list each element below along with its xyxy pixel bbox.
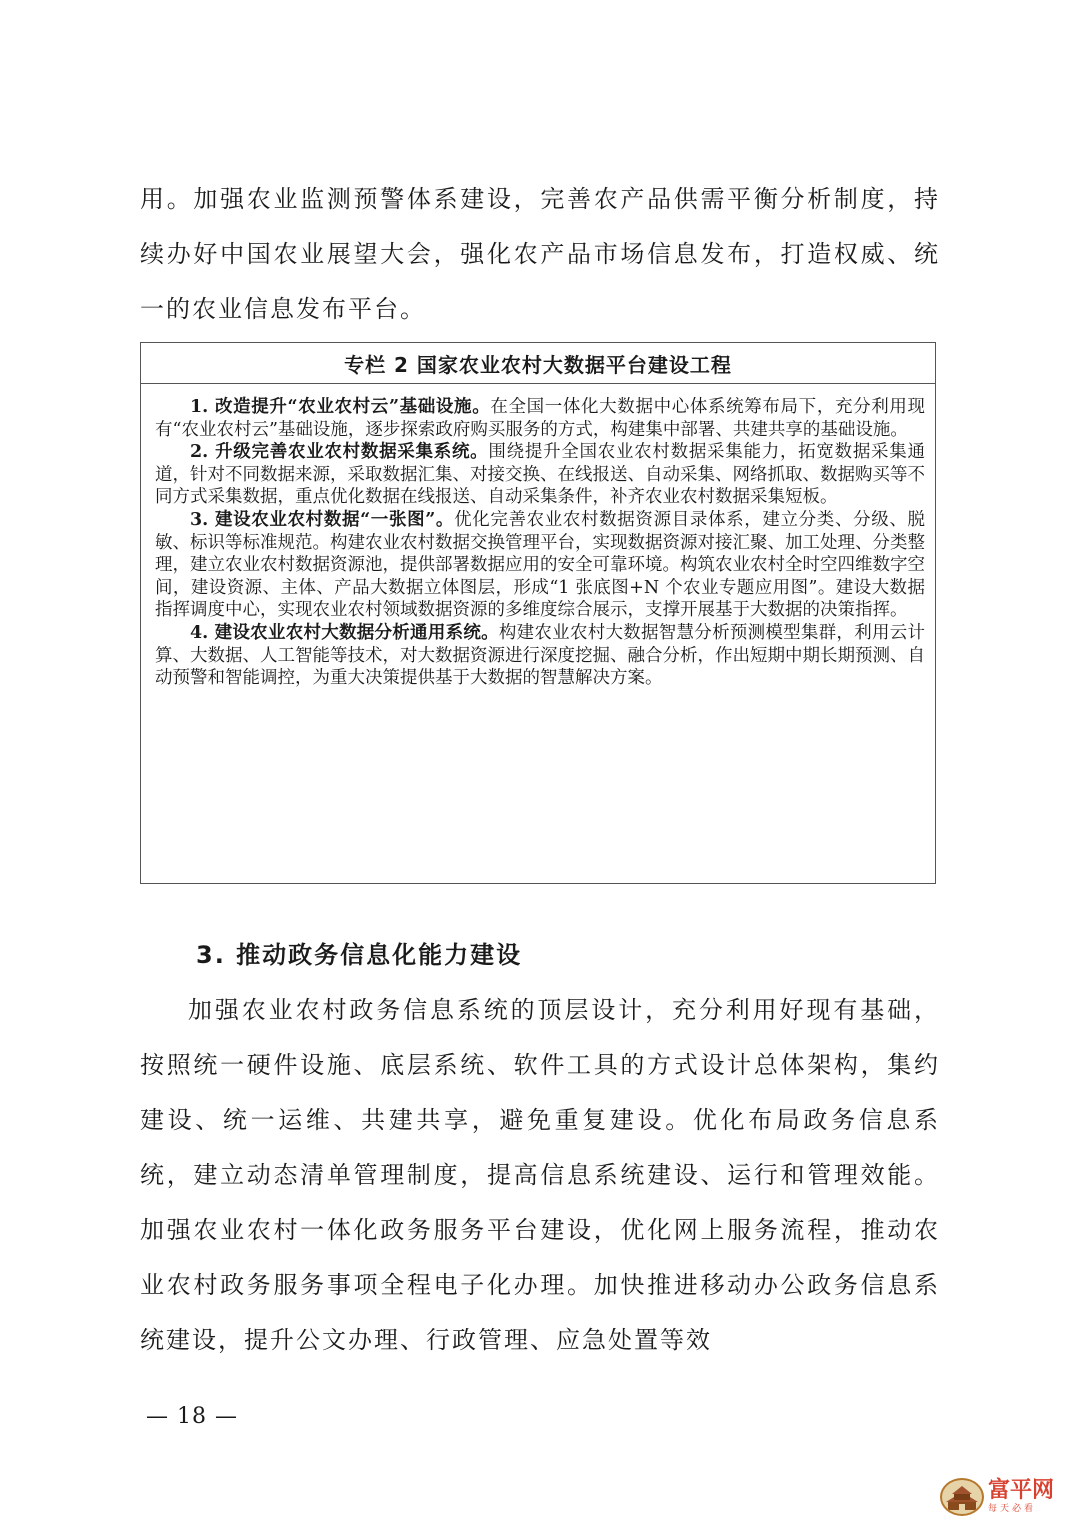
column-item-3	[155, 509, 925, 622]
column-box-body	[141, 384, 935, 690]
column-item-text: 在全国一体化大数据中心体系统筹布局下，充分利用现有“农业农村云”基础设施，逐步探索政府购买服务的方式，构建集中部署、共建共享的基础设施。	[155, 397, 926, 440]
watermark-slogan: 每天必看	[988, 1504, 1037, 1514]
column-box-title: 专栏 2 国家农业农村大数据平台建设工程	[141, 343, 935, 384]
watermark-text	[988, 1479, 1054, 1515]
column-item-title: 4. 建设农业农村大数据分析通用系统。	[190, 622, 499, 643]
column-item-4	[155, 622, 925, 690]
column-box	[140, 342, 936, 884]
watermark-logo	[940, 1478, 1054, 1516]
pagoda-emblem-icon	[940, 1478, 984, 1516]
column-item-title: 2. 升级完善农业农村数据采集系统。	[190, 442, 489, 463]
section-paragraph: 加强农业农村政务信息系统的顶层设计，充分利用好现有基础，按照统一硬件设施、底层系统、软件工具的方式设计总体架构，集约建设、统一运维、共建共享，避免重复建设。优化布局政务信息系统，建立动态清单管理制度，提高信息系统建设、运行和管理效能。加强农业农村一体化政务服务平台建设，优化网上服务流程，推动农业农村政务服务事项全程电子化办理。加快推进移动办公政务信息系统建设，提升公文办理、行政管理、应急处置等效	[140, 996, 940, 1354]
column-item-1	[155, 396, 925, 441]
page-number: — 18 —	[146, 1404, 238, 1429]
column-item-text: 围绕提升全国农业农村数据采集能力，拓宽数据采集通道，针对不同数据来源，采取数据汇集、对接交换、在线报送、自动采集、网络抓取、数据购买等不同方式采集数据，重点优化数据在线报送、自动采集条件，补齐农业农村数据采集短板。	[155, 442, 925, 508]
column-item-text: 优化完善农业农村数据资源目录体系，建立分类、分级、脱敏、标识等标准规范。构建农业农村数据交换管理平台，实现数据资源对接汇聚、加工处理、分类整理，建立农业农村数据资源池，提供部署数据应用的安全可靠环境。构筑农业农村全时空四维数字空间，建设资源、主体、产品大数据立体图层，形成“1 张底图+N 个农业专题应用图”。建设大数据指挥调度中心，实现农业农村领域数据资源的多维度综合展示，支撑开展基于大数据的决策指挥。	[155, 509, 925, 621]
section-heading: 3. 推动政务信息化能力建设	[196, 941, 523, 969]
intro-paragraph: 用。加强农业监测预警体系建设，完善农产品供需平衡分析制度，持续办好中国农业展望大会，强化农产品市场信息发布，打造权威、统一的农业信息发布平台。	[140, 185, 940, 323]
column-item-title: 3. 建设农业农村数据“一张图”。	[190, 509, 455, 530]
column-item-title: 1. 改造提升“农业农村云”基础设施。	[190, 397, 491, 417]
watermark-name: 富平网	[988, 1478, 1055, 1503]
column-item-text: 构建农业农村大数据智慧分析预测模型集群，利用云计算、大数据、人工智能等技术，对大数据资源进行深度挖掘、融合分析，作出短期中期长期预测、自动预警和智能调控，为重大决策提供基于大数据的智慧解决方案。	[155, 622, 925, 689]
column-item-2	[155, 441, 925, 509]
